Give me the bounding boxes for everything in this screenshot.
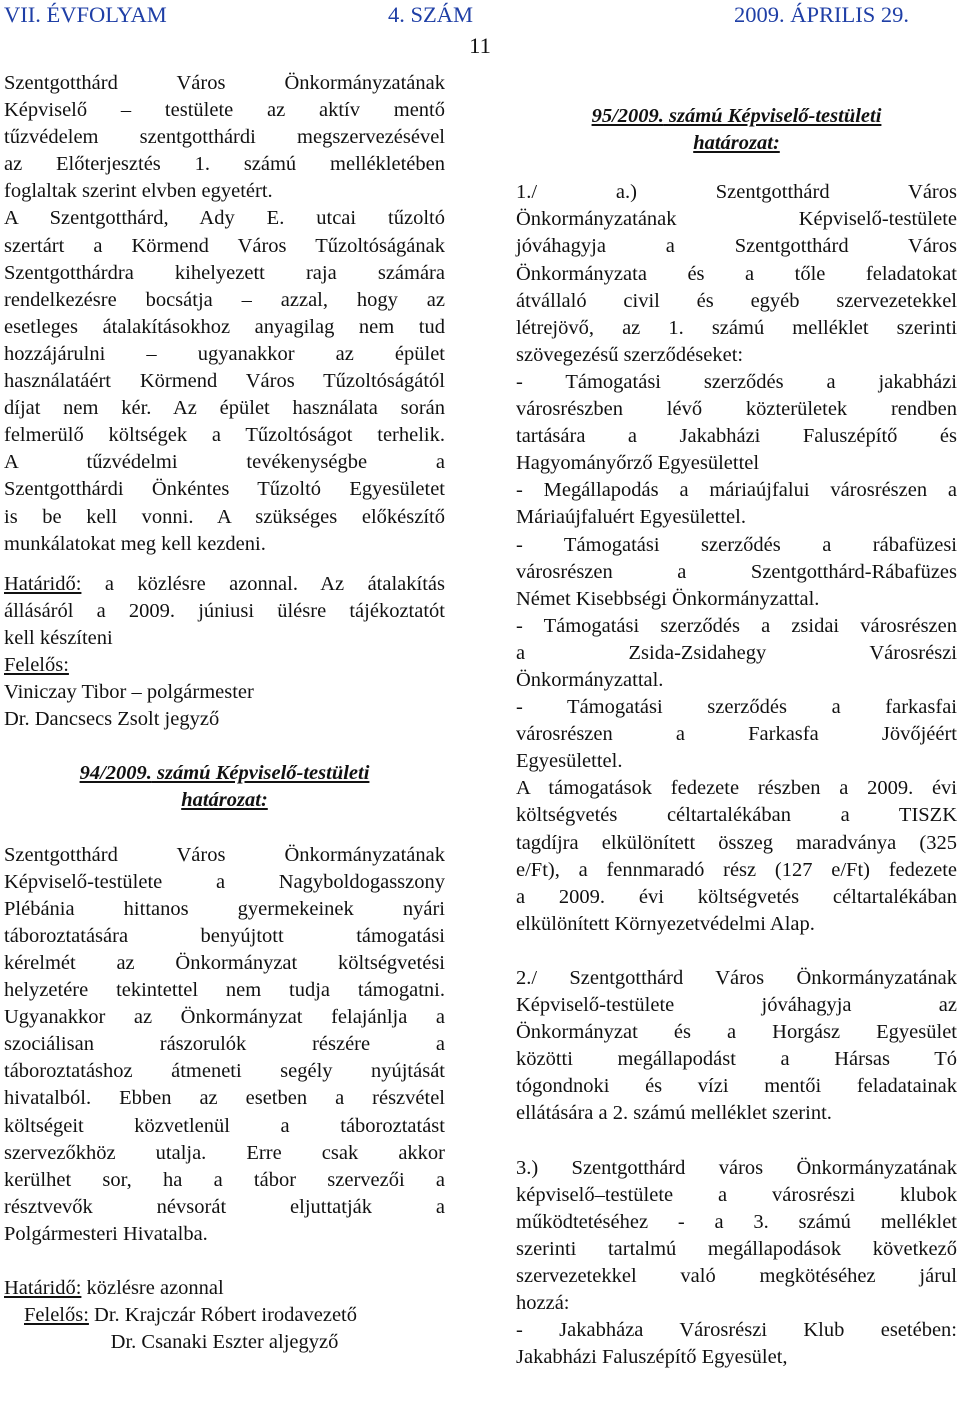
text-line xyxy=(4,1302,445,1329)
resolution-94-heading xyxy=(4,760,445,814)
resolution-95-heading xyxy=(516,103,957,157)
text-line: Polgármesteri Hivatalba. xyxy=(4,1222,208,1245)
text-line: - Jakabháza Városrészi Klub esetében: xyxy=(516,1319,957,1342)
text-line: kérelmét az Önkormányzat költségvetési xyxy=(4,952,445,974)
text-line: Egyesülettel. xyxy=(516,750,623,773)
resolution-94-body xyxy=(4,842,445,1248)
text-line: A tűzvédelmi tevékenységbe a xyxy=(4,451,445,474)
deadline-value: közlésre azonnal xyxy=(81,1277,224,1300)
text-line: ellátására a 2. számú melléklet szerint. xyxy=(516,1102,832,1125)
deadline-label: Határidő: xyxy=(4,572,82,595)
resolution-95-item-2 xyxy=(516,965,957,1128)
text-line: 1./ a.) Szentgotthárd Város xyxy=(516,181,957,204)
resolution-95-item-1 xyxy=(516,179,957,938)
issue-label: 4. SZÁM xyxy=(388,2,474,27)
text-line: munkálatokat meg kell kezdeni. xyxy=(4,532,266,555)
text-line: használatáért Körmend Város Tűzoltóságától xyxy=(4,370,445,393)
text-line: költségvetés céltartalékában a TISZK xyxy=(516,804,957,827)
text-line: létrejövő, az 1. számú melléklet szerinti xyxy=(516,316,957,339)
left-column xyxy=(4,70,445,1356)
text-line: közötti megállapodást a Hársas Tó xyxy=(516,1048,957,1071)
text-line: szociálisan rászorulók részére a xyxy=(4,1033,445,1056)
text-line: Önkormányzattal. xyxy=(516,668,664,691)
fire-station-paragraph xyxy=(4,205,445,557)
text-line: költségeit közvetlenül a táboroztatást xyxy=(4,1114,445,1137)
text-line: hivatalból. Ebben az esetben a részvétel xyxy=(4,1087,445,1110)
text-line: a 2009. évi költségvetés céltartalékában xyxy=(516,885,957,908)
text-line: felmerülő költségek a Tűzoltóságot terhelik. xyxy=(4,424,445,447)
text-line: tagdíjra elkülönített összeg maradványa (325 xyxy=(516,831,957,854)
text-line: kell készíteni xyxy=(4,626,113,649)
right-column xyxy=(516,70,957,1371)
text-line: foglaltak szerint elvben egyetért. xyxy=(4,180,273,203)
text-line: táboroztatáshoz átmeneti segély nyújtását xyxy=(4,1060,445,1083)
text-line: átvállaló civil és egyéb szervezetekkel xyxy=(516,289,957,312)
text-line: Hagyományőrző Egyesülettel xyxy=(516,452,760,475)
text-line xyxy=(4,571,445,598)
resolution-number: 94/2009. xyxy=(79,762,152,785)
text-line: szervezetekkel való megkötéséhez járul xyxy=(516,1265,957,1288)
text-line: Dr. Dancsecs Zsolt jegyző xyxy=(4,708,220,731)
text-line: Német Kisebbségi Önkormányzattal. xyxy=(516,587,820,610)
text-line: az Előterjesztés 1. számú mellékletében xyxy=(4,153,445,176)
text-line: Képviselő-testülete jóváhagyja az xyxy=(516,994,957,1017)
text-line: díjat nem kér. Az épület használata során xyxy=(4,397,445,420)
responsible-value: Dr. Krajczár Róbert irodavezető xyxy=(88,1304,358,1327)
resolution-title-line2: határozat: xyxy=(693,132,780,155)
text-line: rendelkezésre bocsátja – azzal, hogy az xyxy=(4,288,445,311)
text-line: Képviselő-testülete a Nagyboldogasszony xyxy=(4,870,445,893)
resolution-94-footer xyxy=(4,1275,445,1356)
text-line: - Megállapodás a máriaújfalui városrészen a xyxy=(516,479,957,502)
text-line: elkülönített Környezetvédelmi Alap. xyxy=(516,912,815,935)
text-line: e/Ft), a fennmaradó rész (127 e/Ft) fedezete xyxy=(516,858,957,881)
text-line: Dr. Csanaki Eszter aljegyző xyxy=(110,1331,339,1354)
text-line: képviselő–testülete a városrészi klubok xyxy=(516,1183,957,1206)
text-line: esetleges átalakításokhoz anyagilag nem tud xyxy=(4,315,445,338)
deadline-block xyxy=(4,571,445,734)
text-line: A támogatások fedezete részben a 2009. évi xyxy=(516,777,957,800)
text-line: Önkormányzat és a Horgász Egyesület xyxy=(516,1021,957,1044)
text-line: Önkormányzata és a tőle feladatokat xyxy=(516,262,957,285)
text-line: 3.) Szentgotthárd város Önkormányzatának xyxy=(516,1156,957,1179)
text-line: hozzájárulni – ugyanakkor az épület xyxy=(4,342,445,365)
date-label: 2009. ÁPRILIS 29. xyxy=(734,2,910,27)
text-line: működtetéséhez - a 3. számú melléklet xyxy=(516,1210,957,1233)
responsible-label: Felelős: xyxy=(4,653,69,676)
text-line: jóváhagyja a Szentgotthárd Város xyxy=(516,235,957,258)
text-line: 2./ Szentgotthárd Város Önkormányzatának xyxy=(516,967,957,989)
text-line: - Támogatási szerződés a rábafüzesi xyxy=(516,533,957,556)
deadline-label: Határidő: xyxy=(4,1277,82,1300)
text-line: A Szentgotthárd, Ady E. utcai tűzoltó xyxy=(4,207,445,230)
text-line: is be kell vonni. A szükséges előkészítő xyxy=(4,505,445,528)
text-line: - Támogatási szerződés a farkasfai xyxy=(516,696,957,719)
text-line: városrészen a Szentgotthárd-Rábafüzes xyxy=(516,560,957,583)
text-line: Önkormányzatának Képviselő-testülete xyxy=(516,208,957,231)
text-line: városrészen a Farkasfa Jövőjéért xyxy=(516,723,957,746)
resolution-title-text: számú Képviselő-testületi xyxy=(151,762,370,785)
text-line: tógondnoki és vízi mentői feladatainak xyxy=(516,1075,957,1098)
text-line: Szentgotthárdra kihelyezett raja számára xyxy=(4,261,445,284)
resolution-title-line2: határozat: xyxy=(181,789,268,812)
text-line: Viniczay Tibor – polgármester xyxy=(4,681,254,704)
text-line: résztvevők névsorát eljuttatják a xyxy=(4,1195,445,1218)
text-line: - Támogatási szerződés a zsidai városrészen xyxy=(516,614,957,637)
resolution-95-item-3 xyxy=(516,1155,957,1372)
text-line: Máriaújfaluért Egyesülettel. xyxy=(516,506,746,529)
resolution-title xyxy=(516,103,957,130)
text-line: a Zsida-Zsidahegy Városrészi xyxy=(516,641,957,664)
text-line: városrészben lévő közterületek rendben xyxy=(516,398,957,421)
deadline-value: a közlésre azonnal. Az átalakítás xyxy=(81,572,445,595)
resolution-title-text: számú Képviselő-testületi xyxy=(663,105,882,128)
resolution-title xyxy=(4,760,445,787)
text-line: Ugyanakkor az Önkormányzat felajánlja a xyxy=(4,1006,445,1029)
text-line: szervezőkhöz utalja. Erre csak akkor xyxy=(4,1141,445,1164)
text-line: Plébánia hittanos gyermekeinek nyári xyxy=(4,897,445,920)
text-line: Szentgotthárd Város Önkormányzatának xyxy=(4,843,445,866)
text-line: helyzetére tekintettel nem tudja támogatni. xyxy=(4,979,445,1002)
text-line: kerülhet sor, ha a tábor szervezői a xyxy=(4,1168,445,1191)
text-line: Szentgotthárdi Önkéntes Tűzoltó Egyesületet xyxy=(4,478,445,501)
text-line: Szentgotthárd Város Önkormányzatának xyxy=(4,72,445,94)
text-line: tartására a Jakabházi Faluszépítő és xyxy=(516,425,957,448)
text-line: szertárt a Körmend Város Tűzoltóságának xyxy=(4,234,445,257)
intro-paragraph xyxy=(4,70,445,205)
responsible-label: Felelős: xyxy=(24,1304,89,1327)
text-line: szövegezésű szerződéseket: xyxy=(516,343,744,366)
text-line: Képviselő – testülete az aktív mentő xyxy=(4,99,445,122)
text-line: szerinti tartalmú megállapodások következő xyxy=(516,1237,957,1260)
volume-label: VII. ÉVFOLYAM xyxy=(4,2,167,27)
text-line: állásáról a 2009. júniusi ülésre tájékoztatót xyxy=(4,599,445,622)
page-number: 11 xyxy=(469,33,491,58)
text-line: - Támogatási szerződés a jakabházi xyxy=(516,370,957,393)
text-line: hozzá: xyxy=(516,1292,570,1315)
resolution-number: 95/2009. xyxy=(591,105,664,128)
text-line: tűzvédelem szentgotthárdi megszervezésével xyxy=(4,126,445,149)
text-line xyxy=(4,1275,445,1302)
text-line: Jakabházi Faluszépítő Egyesület, xyxy=(516,1346,788,1369)
text-line: táboroztatására benyújtott támogatási xyxy=(4,924,445,947)
